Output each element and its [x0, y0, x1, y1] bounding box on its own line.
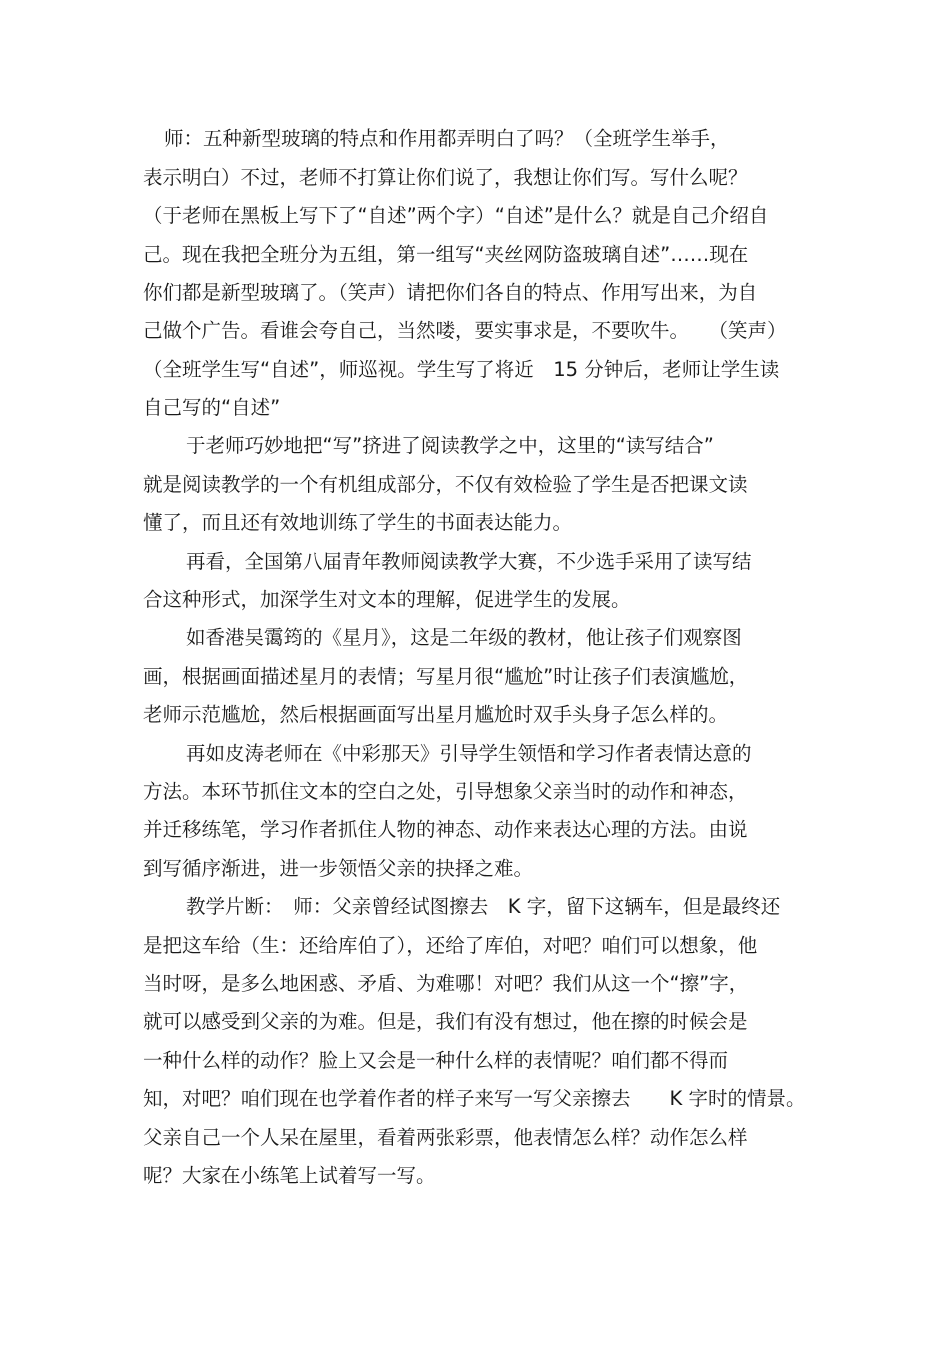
text-line: 知，对吧？咱们现在也学着作者的样子来写一写父亲擦去 K 字时的情景。	[143, 1087, 806, 1110]
text-line: 当时呀，是多么地困惑、矛盾、为难哪！对吧？我们从这一个“擦”字，	[143, 972, 749, 995]
text-line: 是把这车给（生：还给库伯了），还给了库伯，对吧？咱们可以想象，他	[143, 934, 758, 957]
text-line: 画，根据画面描述星月的表情；写星月很“尴尬”时让孩子们表演尴尬，	[143, 665, 749, 688]
text-line: 你们都是新型玻璃了。（笑声）请把你们各自的特点、作用写出来，为自	[143, 281, 758, 304]
text-line: 呢？大家在小练笔上试着写一写。	[143, 1164, 436, 1187]
text-line: 并迁移练笔，学习作者抓住人物的神态、动作来表达心理的方法。由说	[143, 818, 748, 841]
text-line: 方法。本环节抓住文本的空白之处，引导想象父亲当时的动作和神态，	[143, 780, 748, 803]
text-line: 师：五种新型玻璃的特点和作用都弄明白了吗？（全班学生举手，	[164, 127, 730, 150]
text-line: 己。现在我把全班分为五组，第一组写“夹丝网防盗玻璃自述”……现在	[143, 243, 749, 266]
text-line: 合这种形式，加深学生对文本的理解，促进学生的发展。	[143, 588, 631, 611]
text-line: （于老师在黑板上写下了“自述”两个字）“自述”是什么？就是自己介绍自	[143, 204, 769, 227]
text-line: 己做个广告。看谁会夸自己，当然喽，要实事求是，不要吹牛。 （笑声）	[143, 319, 787, 342]
text-line: 懂了，而且还有效地训练了学生的书面表达能力。	[143, 511, 573, 534]
text-line: 如香港吴霭筠的《星月》，这是二年级的教材，他让孩子们观察图	[186, 626, 742, 649]
text-line: 教学片断： 师：父亲曾经试图擦去 K 字，留下这辆车，但是最终还	[186, 895, 781, 918]
text-line: 于老师巧妙地把“写”挤进了阅读教学之中，这里的“读写结合”	[186, 434, 714, 457]
text-line: 就是阅读教学的一个有机组成部分，不仅有效检验了学生是否把课文读	[143, 473, 748, 496]
text-line: 再如皮涛老师在《中彩那天》引导学生领悟和学习作者表情达意的	[186, 742, 752, 765]
text-line: 自己写的“自述”	[143, 396, 281, 419]
text-line: 就可以感受到父亲的为难。但是，我们有没有想过，他在擦的时候会是	[143, 1010, 748, 1033]
text-line: 到写循序渐进，进一步领悟父亲的抉择之难。	[143, 857, 534, 880]
text-line: 一种什么样的动作？脸上又会是一种什么样的表情呢？咱们都不得而	[143, 1049, 729, 1072]
text-line: 老师示范尴尬，然后根据画面写出星月尴尬时双手头身子怎么样的。	[143, 703, 729, 726]
text-line: 父亲自己一个人呆在屋里，看着两张彩票，他表情怎么样？动作怎么样	[143, 1126, 748, 1149]
text-line: 再看，全国第八届青年教师阅读教学大赛，不少选手采用了读写结	[186, 550, 752, 573]
text-line: 表示明白）不过，老师不打算让你们说了，我想让你们写。写什么呢？	[143, 166, 748, 189]
text-line: （全班学生写“自述”，师巡视。学生写了将近 15 分钟后，老师让学生读	[143, 358, 780, 381]
